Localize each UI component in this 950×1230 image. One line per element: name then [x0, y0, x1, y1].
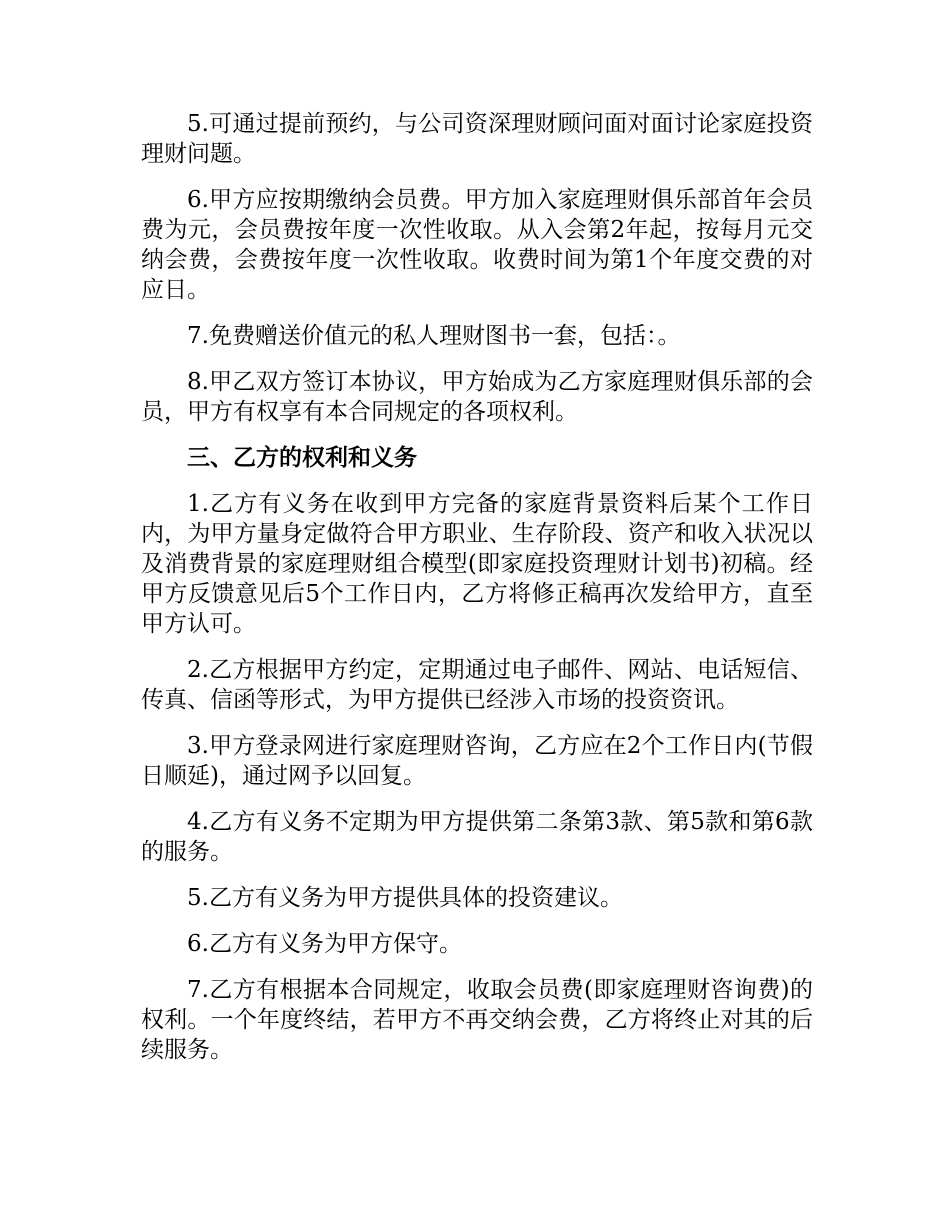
- paragraph-duty-4: 4.乙方有义务不定期为甲方提供第二条第3款、第5款和第6款的服务。: [141, 809, 813, 865]
- document-body: [141, 109, 813, 1081]
- paragraph-membership-6: 6.甲方应按期缴纳会员费。甲方加入家庭理财俱乐部首年会员费为元，会员费按年度一次性收取。从入会第2年起，按每月元交纳会费，会费按年度一次性收取。收费时间为第1个年度交费的对应日。: [141, 187, 813, 303]
- paragraph-duty-1: 1.乙方有义务在收到甲方完备的家庭背景资料后某个工作日内，为甲方量身定做符合甲方职业、生存阶段、资产和收入状况以及消费背景的家庭理财组合模型(即家庭投资理财计划书)初稿。经甲方反馈意见后5个工作日内，乙方将修正稿再次发给甲方，直至甲方认可。: [141, 491, 813, 637]
- paragraph-membership-5: 5.可通过提前预约，与公司资深理财顾问面对面讨论家庭投资理财问题。: [141, 111, 813, 167]
- paragraph-duty-7: 7.乙方有根据本合同规定，收取会员费(即家庭理财咨询费)的权利。一个年度终结，若甲方不再交纳会费，乙方将终止对其的后续服务。: [141, 977, 813, 1063]
- paragraph-duty-3: 3.甲方登录网进行家庭理财咨询，乙方应在2个工作日内(节假日顺延)，通过网予以回复。: [141, 733, 813, 789]
- paragraph-duty-6: 6.乙方有义务为甲方保守。: [187, 931, 462, 957]
- section-heading: 三、乙方的权利和义务: [187, 444, 417, 471]
- paragraph-duty-5: 5.乙方有义务为甲方提供具体的投资建议。: [187, 885, 623, 911]
- paragraph-duty-2: 2.乙方根据甲方约定，定期通过电子邮件、网站、电话短信、传真、信函等形式，为甲方提供已经涉入市场的投资资讯。: [141, 657, 813, 713]
- paragraph-membership-8: 8.甲乙双方签订本协议，甲方始成为乙方家庭理财俱乐部的会员，甲方有权享有本合同规定的各项权利。: [141, 369, 813, 425]
- paragraph-membership-7: 7.免费赠送价值元的私人理财图书一套，包括：。: [187, 323, 681, 349]
